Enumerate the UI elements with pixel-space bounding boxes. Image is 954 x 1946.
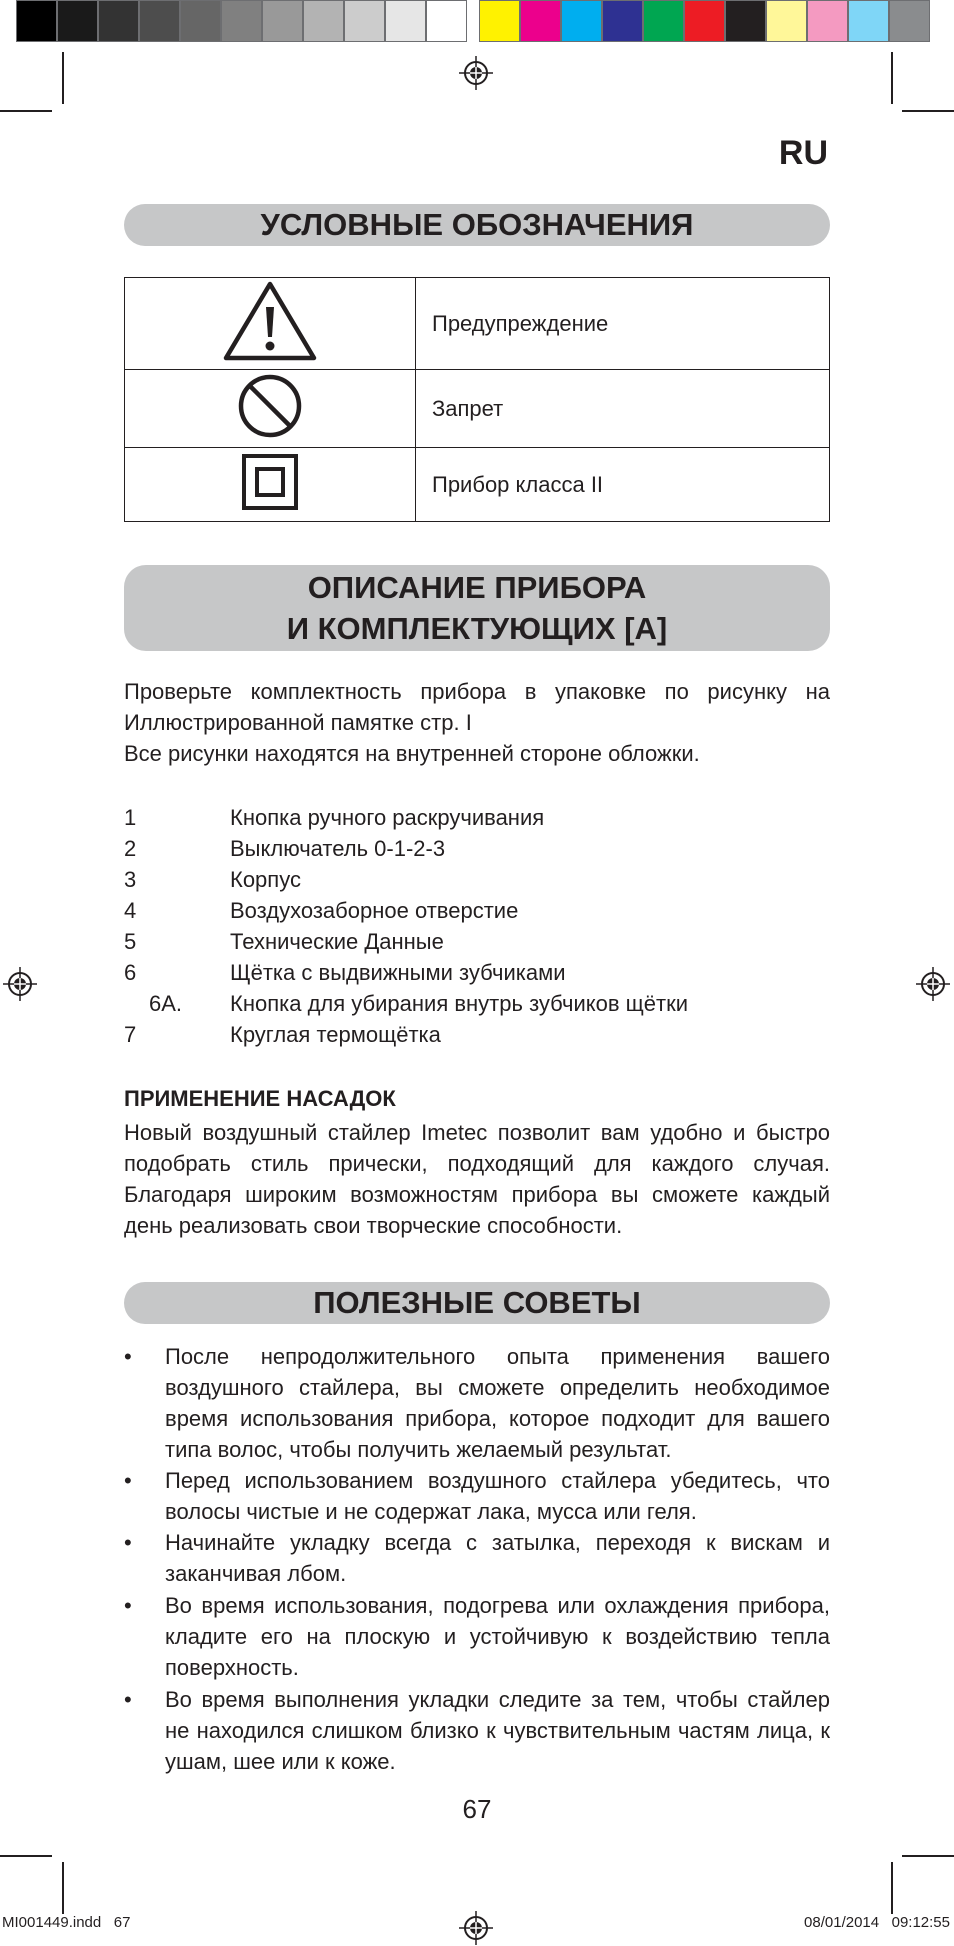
footer-date-time: 08/01/2014 09:12:55 <box>804 1914 950 1931</box>
symbols-section-banner <box>124 204 830 246</box>
description-section-title-line1: ОПИСАНИЕ ПРИБОРА <box>307 570 647 605</box>
color-swatch <box>602 0 643 42</box>
list-item-number: 6A. <box>149 991 183 1016</box>
list-item-text: Во время выполнения укладки следите за тем, чтобы стайлер не находился слишком близко к чувствительным частям лица, к ушам, шее или к коже. <box>165 1687 830 1774</box>
bullet-icon: • <box>124 1530 132 1555</box>
symbols-table <box>124 277 830 522</box>
registration-mark-icon <box>459 56 493 90</box>
list-item-number: 7 <box>124 1022 137 1047</box>
symbol-row <box>125 448 830 522</box>
list-item-text: Начинайте укладку всегда с затылка, переходя к вискам и заканчивая лбом. <box>165 1530 830 1586</box>
crop-mark <box>0 110 52 112</box>
symbol-label: Запрет <box>416 370 830 448</box>
prohibition-icon <box>237 373 303 439</box>
list-item <box>124 1684 830 1777</box>
list-item-number: 1 <box>124 805 137 830</box>
list-item-number: 6 <box>124 960 137 985</box>
list-item-text: Перед использованием воздушного стайлера убедитесь, что волосы чистые и не содержат лака, мусса или геля. <box>165 1468 830 1524</box>
description-section-banner <box>124 565 830 651</box>
color-bar-gap <box>467 0 479 42</box>
registration-mark-icon <box>459 1911 493 1945</box>
list-item-number: 4 <box>124 898 137 923</box>
color-swatch <box>57 0 98 42</box>
color-swatch <box>385 0 426 42</box>
page-number: 67 <box>462 1794 492 1824</box>
bullet-icon: • <box>124 1593 132 1618</box>
list-item-text: Кнопка для убирания внутрь зубчиков щётки <box>230 991 689 1016</box>
symbol-label: Предупреждение <box>416 278 830 370</box>
crop-mark <box>0 1855 52 1857</box>
list-item-text: Кнопка ручного раскручивания <box>230 805 545 830</box>
color-swatch <box>848 0 889 42</box>
symbol-label: Прибор класса II <box>416 448 830 522</box>
footer-file-info: MI001449.indd 67 <box>2 1914 131 1931</box>
class-ii-double-square-icon <box>241 453 299 511</box>
registration-mark-icon <box>916 967 950 1001</box>
color-swatch <box>520 0 561 42</box>
color-swatch <box>725 0 766 42</box>
list-item-text: После непродолжительного опыта применения вашего воздушного стайлера, вы сможете определить необходимое время использования прибора, которое подходит для вашего типа волос, чтобы получить желаемый результат. <box>165 1344 830 1462</box>
list-item <box>124 1341 830 1465</box>
list-item-number: 5 <box>124 929 137 954</box>
bullet-icon: • <box>124 1687 132 1712</box>
color-swatch <box>561 0 602 42</box>
symbol-icon-cell <box>125 370 416 448</box>
symbol-icon-cell <box>125 278 416 370</box>
color-swatch <box>16 0 57 42</box>
symbol-row <box>125 370 830 448</box>
color-swatch <box>303 0 344 42</box>
color-swatch <box>221 0 262 42</box>
symbol-row <box>125 278 830 370</box>
tips-section-title: ПОЛЕЗНЫЕ СОВЕТЫ <box>313 1285 641 1320</box>
color-swatch <box>344 0 385 42</box>
list-item-text: Корпус <box>230 867 301 892</box>
color-swatch <box>180 0 221 42</box>
description-section-title-line2: И КОМПЛЕКТУЮЩИХ [A] <box>286 611 668 646</box>
bullet-icon: • <box>124 1344 132 1369</box>
language-code: RU <box>778 134 828 172</box>
color-swatch <box>139 0 180 42</box>
crop-mark <box>902 110 954 112</box>
color-swatch <box>98 0 139 42</box>
list-item-text: Во время использования, подогрева или охлаждения прибора, кладите его на плоскую и устойчивую к воздействию тепла поверхность. <box>165 1593 830 1680</box>
registration-mark-icon <box>3 967 37 1001</box>
list-item-text: Технические Данные <box>230 929 444 954</box>
list-item <box>124 1465 830 1527</box>
list-item <box>124 1590 830 1683</box>
intro-line-2: Иллюстрированной памятке стр. I <box>124 710 472 735</box>
color-swatch <box>684 0 725 42</box>
list-item-number: 3 <box>124 867 137 892</box>
intro-line-3: Все рисунки находятся на внутренней стороне обложки. <box>124 741 700 766</box>
symbols-section-title: УСЛОВНЫЕ ОБОЗНАЧЕНИЯ <box>260 207 694 242</box>
list-item-text: Воздухозаборное отверстие <box>230 898 519 923</box>
color-swatch <box>766 0 807 42</box>
attachments-paragraph: Новый воздушный стайлер Imetec позволит вам удобно и быстро подобрать стиль прически, подходящий для каждого случая. Благодаря широким возможностям прибора вы сможете каждый день реализовать свои творческие способности. <box>124 1120 830 1238</box>
crop-mark <box>62 1862 64 1914</box>
list-item <box>124 1527 830 1589</box>
color-swatch <box>889 0 930 42</box>
color-swatch <box>479 0 520 42</box>
list-item-text: Выключатель 0-1-2-3 <box>230 836 446 861</box>
crop-mark <box>902 1855 954 1857</box>
bullet-icon: • <box>124 1468 132 1493</box>
symbol-icon-cell <box>125 448 416 522</box>
color-swatch <box>426 0 467 42</box>
color-calibration-bar <box>16 0 930 42</box>
list-item-text: Круглая термощётка <box>230 1022 441 1047</box>
crop-mark <box>891 52 893 104</box>
list-item-number: 2 <box>124 836 137 861</box>
color-swatch <box>643 0 684 42</box>
color-swatch <box>807 0 848 42</box>
tips-section-banner <box>124 1282 830 1324</box>
color-swatch <box>262 0 303 42</box>
crop-mark <box>891 1862 893 1914</box>
crop-mark <box>62 52 64 104</box>
intro-line-1: Проверьте комплектность прибора в упаковке по рисунку на <box>124 679 830 704</box>
list-item-text: Щётка с выдвижными зубчиками <box>230 960 566 985</box>
warning-triangle-icon <box>222 279 318 363</box>
attachments-heading: ПРИМЕНЕНИЕ НАСАДОК <box>124 1086 396 1111</box>
